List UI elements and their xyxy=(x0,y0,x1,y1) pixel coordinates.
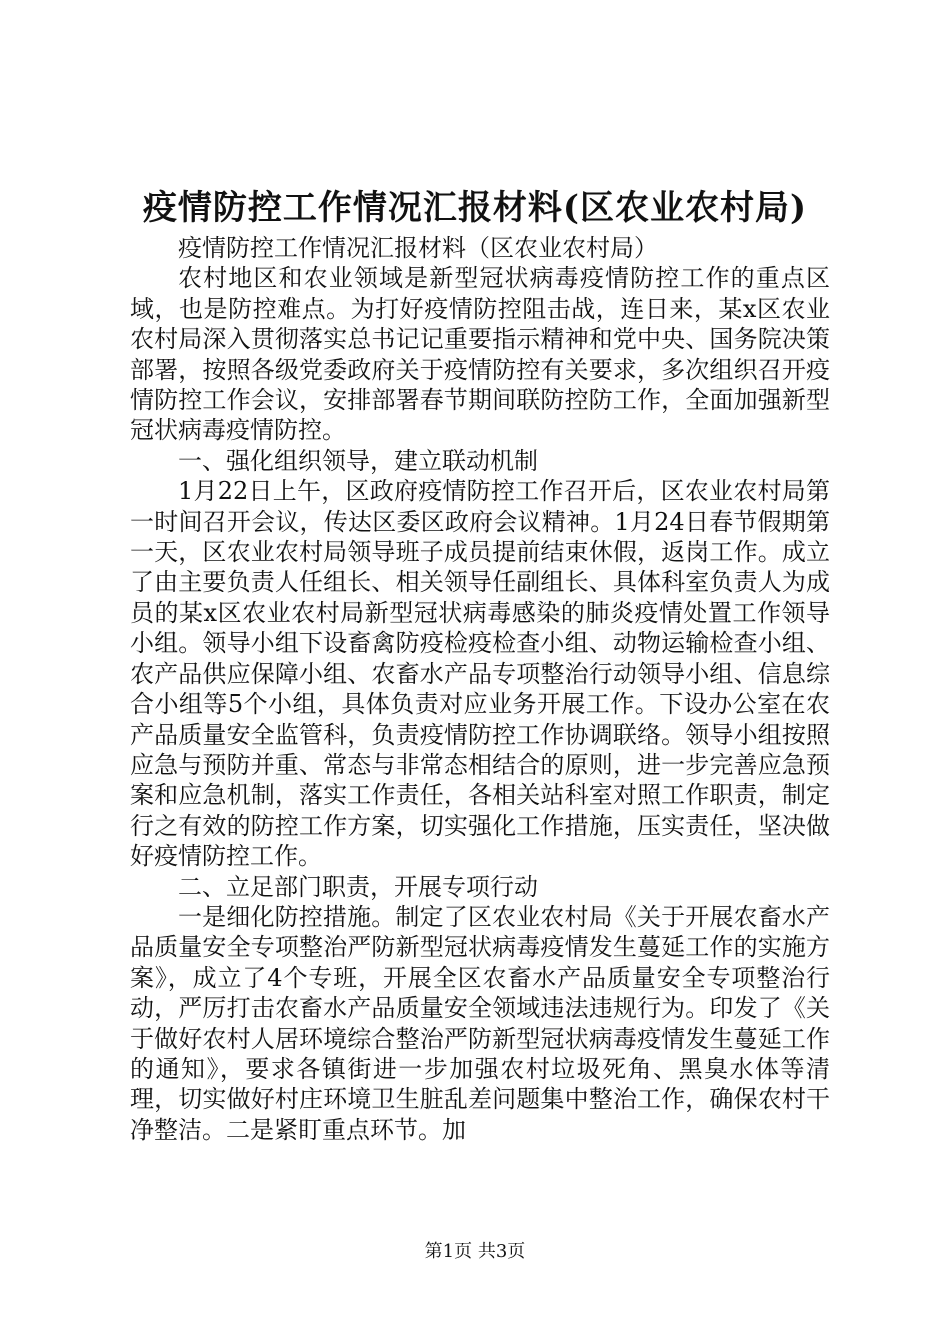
document-body xyxy=(130,233,830,1145)
section-1-paragraph: 1月22日上午，区政府疫情防控工作召开后，区农业农村局第一时间召开会议，传达区委区政府会议精神。1月24日春节假期第一天，区农业农村局领导班子成员提前结束休假，返岗工作。成立了由主要负责人任组长、相关领导任副组长、具体科室负责人为成员的某x区农业农村局新型冠状病毒感染的肺炎疫情处置工作领导小组。领导小组下设畜禽防疫检疫检查小组、动物运输检查小组、农产品供应保障小组、农畜水产品专项整治行动领导小组、信息综合小组等5个小组，具体负责对应业务开展工作。下设办公室在农产品质量安全监管科，负责疫情防控工作协调联络。领导小组按照应急与预防并重、常态与非常态相结合的原则，进一步完善应急预案和应急机制，落实工作责任，各相关站科室对照工作职责，制定行之有效的防控工作方案，切实强化工作措施，压实责任，坚决做好疫情防控工作。 xyxy=(130,477,830,871)
section-2-paragraph: 一是细化防控措施。制定了区农业农村局《关于开展农畜水产品质量安全专项整治严防新型冠状病毒疫情发生蔓延工作的实施方案》，成立了4个专班，开展全区农畜水产品质量安全专项整治行动，严厉打击农畜水产品质量安全领域违法违规行为。印发了《关于做好农村人居环境综合整治严防新型冠状病毒疫情发生蔓延工作的通知》，要求各镇街进一步加强农村垃圾死角、黑臭水体等清理，切实做好村庄环境卫生脏乱差问题集中整治工作，确保农村干净整洁。二是紧盯重点环节。加 xyxy=(130,902,830,1144)
page-footer: 第1页 共3页 xyxy=(424,1241,526,1262)
intro-paragraph: 农村地区和农业领域是新型冠状病毒疫情防控工作的重点区域，也是防控难点。为打好疫情防控阻击战，连日来，某x区农业农村局深入贯彻落实总书记记重要指示精神和党中央、国务院决策部署，按照各级党委政府关于疫情防控有关要求，多次组织召开疫情防控工作会议，安排部署春节期间联防控防工作，全面加强新型冠状病毒疫情防控。 xyxy=(130,264,830,445)
subtitle-paragraph: 疫情防控工作情况汇报材料（区农业农村局） xyxy=(178,234,658,262)
document-title: 疫情防控工作情况汇报材料(区农业农村局) xyxy=(142,188,808,228)
section-heading-2: 二、立足部门职责，开展专项行动 xyxy=(178,872,538,901)
section-heading-1: 一、强化组织领导，建立联动机制 xyxy=(178,446,538,475)
